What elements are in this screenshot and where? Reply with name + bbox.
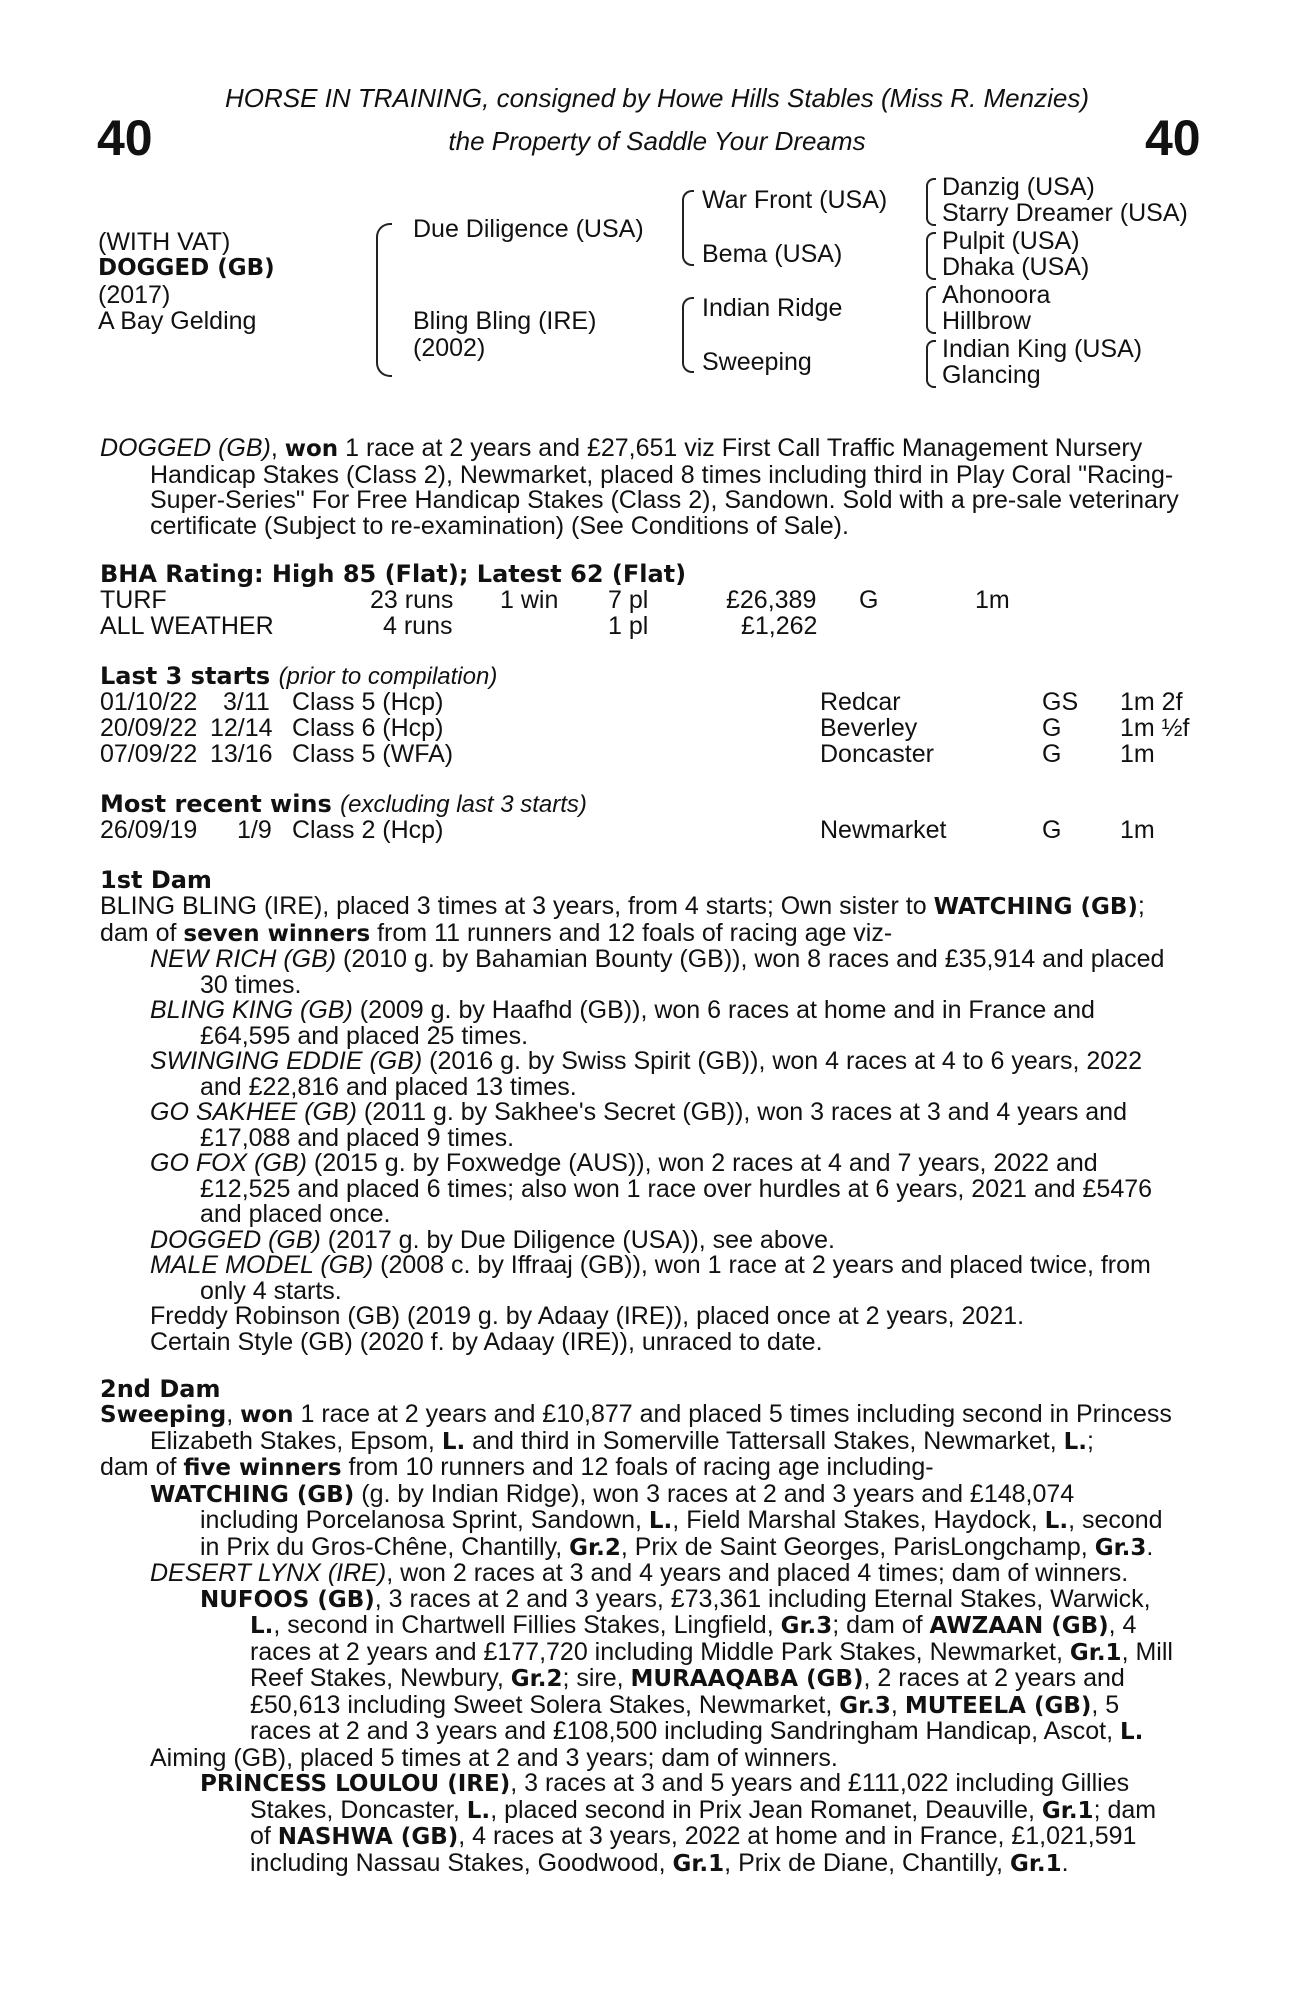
pedigree-brace-g4 (926, 340, 936, 388)
start-going: G (1042, 740, 1062, 768)
progeny-name: DOGGED (GB) (150, 1225, 321, 1254)
group1-badge: Gr.1 (1041, 1797, 1094, 1824)
grandprogeny-record: , (890, 1690, 905, 1719)
start-position: 13/16 (210, 740, 273, 768)
win-going: G (1042, 816, 1062, 844)
progeny-record: (2017 g. by Due Diligence (USA)), see above. (320, 1225, 835, 1254)
start-distance: 1m 2f (1120, 688, 1183, 716)
grandprogeny-record: ; sire, (562, 1664, 631, 1692)
dam1-damof: dam of (100, 918, 184, 947)
win-class: Class 2 (Hcp) (292, 816, 444, 844)
start-date: 20/09/22 (100, 714, 198, 742)
summary-won: won (284, 436, 339, 462)
dam2-won: won (240, 1402, 294, 1428)
rating-earnings: £26,389 (726, 586, 817, 614)
listed-badge: L. (1120, 1719, 1144, 1745)
start-course: Beverley (820, 714, 918, 742)
progeny-record: (2011 g. by Sakhee's Secret (GB)), won 3 races at 3 and 4 years and (356, 1098, 1127, 1126)
summary-line-2: Handicap Stakes (Class 2), Newmarket, placed 8 times including third in Play Coral "Racing- (150, 460, 1174, 489)
listed-badge: L. (441, 1428, 466, 1455)
progeny-record-cont: and placed once. (200, 1200, 391, 1228)
start-class: Class 5 (Hcp) (292, 688, 444, 716)
dam2-record-cont: and third in Somerville Tattersall Stakes, Newmarket, (465, 1426, 1064, 1455)
progeny-record: , won 2 races at 3 and 4 years and placed 4 times; dam of winners. (386, 1559, 1129, 1587)
rating-title: BHA Rating: High 85 (Flat); Latest 62 (Flat) (100, 560, 687, 588)
ancestor-1: Danzig (USA) (942, 173, 1095, 201)
ancestor-6: Hillbrow (942, 307, 1031, 335)
start-going: G (1042, 714, 1062, 742)
progeny-name: WATCHING (GB) (150, 1481, 355, 1508)
dam2-name: Sweeping (100, 1402, 227, 1428)
progeny-entry: Certain Style (GB) (2020 f. by Adaay (IRE)), unraced to date. (150, 1327, 823, 1356)
last3-title (100, 663, 497, 690)
grandprogeny-offspring: NASHWA (GB) (277, 1824, 459, 1850)
progeny-name: DESERT LYNX (IRE) (150, 1559, 387, 1587)
recent-wins-subtitle: (excluding last 3 starts) (340, 791, 587, 818)
listed-badge: L. (250, 1613, 274, 1639)
pedigree-brace-g1 (926, 178, 936, 226)
progeny-record-cont: including Porcelanosa Sprint, Sandown, (200, 1506, 649, 1534)
dam1-sibling: WATCHING (GB) (933, 894, 1138, 920)
group1-badge: Gr.1 (672, 1850, 725, 1877)
horse-description: A Bay Gelding (98, 307, 257, 335)
race-summary: DOGGED (GB), won 1 race at 2 years and £27,651 viz First Call Traffic Management Nursery Handicap Stakes (Class 2), Newmarket, placed 8 times including third in Play Coral "Racing- Super-Series" For Free Handicap Stakes (Class 2), Sandown. Sold with a pre-sale veterinary certificate (Subject to re-examination) (See Conditions of Sale). (100, 436, 1206, 539)
summary-line-4: certificate (Subject to re-examination) (See Conditions of Sale). (150, 511, 849, 540)
grandprogeny-record: , Prix de Diane, Chantilly, (724, 1848, 1010, 1877)
grandprogeny-punct: . (1061, 1848, 1069, 1877)
listed-badge: L. (466, 1797, 491, 1824)
horse-year: (2017) (98, 281, 171, 309)
progeny-record: (2015 g. by Foxwedge (AUS)), won 2 races at 4 and 7 years, 2022 and (306, 1149, 1098, 1177)
rating-surface: TURF (100, 586, 167, 614)
grandprogeny-record: , 3 races at 3 and 5 years and £111,022 including Gillies (510, 1769, 1130, 1797)
summary-line-3: Super-Series" For Free Handicap Stakes (Class 2), Sandown. Sold with a pre-sale veterinary (150, 486, 1179, 514)
progeny-punct: . (1146, 1532, 1154, 1561)
progeny-name: BLING KING (GB) (150, 996, 353, 1024)
grandprogeny-record: races at 2 and 3 years and £108,500 including Sandringham Handicap, Ascot, (250, 1717, 1121, 1745)
group2-badge: Gr.2 (569, 1534, 621, 1561)
grandprogeny-record: , 4 (1108, 1611, 1137, 1639)
win-distance: 1m (1120, 816, 1155, 844)
progeny-record: (g. by Indian Ridge), won 3 races at 2 and 3 years and £148,074 (354, 1479, 1075, 1508)
start-date: 01/10/22 (100, 688, 198, 716)
start-class: Class 6 (Hcp) (292, 714, 444, 742)
progeny-name: GO SAKHEE (GB) (150, 1098, 357, 1126)
grandprogeny-offspring: MURAAQABA (GB) (630, 1666, 864, 1692)
grandprogeny-offspring: AWZAAN (GB) (929, 1613, 1109, 1639)
dam1-intro: BLING BLING (IRE), placed 3 times at 3 years, from 4 starts; Own sister to (100, 892, 934, 920)
consignor-line: HORSE IN TRAINING, consigned by Howe Hills Stables (Miss R. Menzies) (224, 83, 1089, 113)
progeny-record-cont: and £22,816 and placed 13 times. (200, 1072, 577, 1101)
dam2-damof: dam of (100, 1453, 184, 1481)
grandprogeny-record: , second in Chartwell Fillies Stakes, Lingfield, (273, 1611, 781, 1639)
grandprogeny-record: , placed second in Prix Jean Romanet, Deauville, (490, 1795, 1042, 1824)
summary-line-1: 1 race at 2 years and £27,651 viz First Call Traffic Management Nursery (338, 434, 1143, 462)
start-course: Doncaster (820, 740, 934, 768)
recent-wins-title (100, 791, 587, 818)
horse-name: DOGGED (GB) (98, 255, 275, 281)
rating-surface: ALL WEATHER (100, 612, 274, 640)
ancestor-8: Glancing (942, 361, 1041, 389)
win-date: 26/09/19 (100, 816, 198, 844)
group2-badge: Gr.2 (510, 1666, 563, 1692)
pedigree-brace-main (376, 223, 392, 377)
second-dam-title: 2nd Dam (100, 1375, 221, 1403)
dam-year: (2002) (413, 334, 486, 362)
start-position: 3/11 (223, 688, 270, 716)
grandprogeny-name: NUFOOS (GB) (200, 1586, 375, 1613)
grandprogeny-record: Reef Stakes, Newbury, (250, 1664, 511, 1692)
start-class: Class 5 (WFA) (292, 740, 454, 768)
summary-horse-name: DOGGED (GB) (100, 434, 271, 462)
start-distance: 1m (1120, 740, 1155, 768)
grandprogeny-record: Stakes, Doncaster, (250, 1795, 467, 1824)
progeny-record-cont: , Prix de Saint Georges, ParisLongchamp, (620, 1532, 1095, 1561)
grandprogeny-record: , 4 races at 3 years, 2022 at home and in France, £1,021,591 (458, 1822, 1137, 1850)
ancestor-4: Dhaka (USA) (942, 253, 1090, 281)
pedigree-brace-g3 (926, 286, 936, 334)
dam2-winners: five winners (183, 1455, 342, 1481)
win-position: 1/9 (237, 816, 272, 844)
start-distance: 1m ½f (1120, 714, 1190, 742)
ancestor-7: Indian King (USA) (942, 335, 1143, 363)
grandprogeny-record: , 2 races at 2 years and (863, 1664, 1125, 1692)
ancestor-5: Ahonoora (942, 281, 1051, 309)
dam2-sep: , (226, 1400, 241, 1428)
progeny-record-cont: in Prix du Gros-Chêne, Chantilly, (200, 1532, 570, 1561)
grandprogeny-record: , Mill (1121, 1637, 1173, 1666)
pedigree-brace-dam (682, 297, 694, 373)
group1-badge: Gr.1 (1009, 1850, 1062, 1877)
sire: Due Diligence (USA) (413, 215, 644, 243)
listed-badge: L. (1063, 1428, 1088, 1455)
recent-wins-title-text: Most recent wins (100, 790, 332, 818)
lot-number-left: 40 (97, 110, 153, 166)
progeny-record-cont: 30 times. (200, 970, 302, 999)
rating-wins: 1 win (500, 586, 559, 614)
pedigree-brace-g2 (926, 232, 936, 280)
grandprogeny-record: of (250, 1822, 278, 1850)
progeny-name: SWINGING EDDIE (GB) (150, 1047, 423, 1075)
progeny-entry: Freddy Robinson (GB) (2019 g. by Adaay (IRE)), placed once at 2 years, 2021. (150, 1302, 1025, 1330)
rating-runs: 4 runs (383, 612, 453, 640)
lot-number-right: 40 (1145, 110, 1201, 166)
grandprogeny-name: PRINCESS LOULOU (IRE) (200, 1771, 511, 1797)
sire-sire: War Front (USA) (702, 186, 888, 214)
group3-badge: Gr.3 (1094, 1534, 1147, 1561)
rating-going: G (859, 586, 879, 614)
dam2-record-cont: Elizabeth Stakes, Epsom, (150, 1426, 442, 1455)
progeny-record: (2016 g. by Swiss Spirit (GB)), won 4 races at 4 to 6 years, 2022 (422, 1047, 1142, 1075)
rating-placed: 7 pl (608, 586, 649, 614)
grandprogeny-record: ; dam of (832, 1611, 930, 1639)
property-line: the Property of Saddle Your Dreams (448, 126, 866, 156)
progeny-name: NEW RICH (GB) (150, 945, 337, 973)
progeny-record-cont: , second (1068, 1506, 1163, 1534)
dam1-runners: from 11 runners and 12 foals of racing age viz- (370, 918, 893, 947)
progeny-record: (2009 g. by Haafhd (GB)), won 6 races at home and in France and (352, 996, 1095, 1024)
start-date: 07/09/22 (100, 740, 198, 768)
progeny-name: GO FOX (GB) (150, 1149, 307, 1177)
progeny-entry: Aiming (GB), placed 5 times at 2 and 3 years; dam of winners. (150, 1743, 838, 1772)
group1-badge: Gr.1 (1069, 1639, 1122, 1666)
progeny-record: (2008 c. by Iffraaj (GB)), won 1 race at 2 years and placed twice, from (373, 1251, 1151, 1279)
grandprogeny-offspring: MUTEELA (GB) (904, 1692, 1092, 1719)
last3-subtitle: (prior to compilation) (278, 663, 498, 690)
start-position: 12/14 (210, 714, 273, 742)
progeny-record-cont: only 4 starts. (200, 1276, 342, 1305)
dam1-winners: seven winners (183, 920, 371, 947)
first-dam-section (100, 894, 1206, 1355)
pedigree-brace-sire (682, 190, 694, 266)
grandprogeny-record: , 3 races at 2 and 3 years, £73,361 including Eternal Stakes, Warwick, (374, 1584, 1151, 1613)
group3-badge: Gr.3 (839, 1692, 891, 1719)
sire-dam: Bema (USA) (702, 240, 843, 268)
start-course: Redcar (820, 688, 901, 716)
dam2-punct: ; (1087, 1426, 1094, 1455)
progeny-record-cont: £64,595 and placed 25 times. (200, 1021, 529, 1050)
listed-badge: L. (1044, 1508, 1069, 1534)
vat-label: (WITH VAT) (98, 228, 231, 256)
listed-badge: L. (648, 1508, 673, 1534)
rating-earnings: £1,262 (741, 612, 818, 640)
last3-title-text: Last 3 starts (100, 662, 271, 690)
ancestor-3: Pulpit (USA) (942, 227, 1080, 255)
dam-dam: Sweeping (702, 348, 812, 376)
ancestor-2: Starry Dreamer (USA) (942, 199, 1188, 227)
win-course: Newmarket (820, 816, 947, 844)
rating-distance: 1m (975, 586, 1010, 614)
grandprogeny-record: , 5 (1091, 1690, 1120, 1719)
progeny-record: (2010 g. by Bahamian Bounty (GB)), won 8 races and £35,914 and placed (336, 945, 1165, 973)
group3-badge: Gr.3 (780, 1613, 833, 1639)
progeny-record-cont: , Field Marshal Stakes, Haydock, (672, 1506, 1045, 1534)
second-dam-section (100, 1402, 1206, 1877)
grandprogeny-record: including Nassau Stakes, Goodwood, (250, 1848, 673, 1877)
dam1-punct: ; (1137, 892, 1145, 920)
grandprogeny-record: ; dam (1093, 1795, 1157, 1824)
progeny-record-cont: £17,088 and placed 9 times. (200, 1123, 515, 1152)
grandprogeny-record: £50,613 including Sweet Solera Stakes, Newmarket, (250, 1690, 840, 1719)
start-going: GS (1042, 688, 1079, 716)
dam2-record: 1 race at 2 years and £10,877 and placed 5 times including second in Princess (293, 1400, 1172, 1428)
first-dam-title: 1st Dam (100, 866, 212, 894)
rating-runs: 23 runs (370, 586, 454, 614)
dam2-runners: from 10 runners and 12 foals of racing age including- (341, 1453, 934, 1481)
dam-sire: Indian Ridge (702, 294, 843, 322)
rating-placed: 1 pl (608, 612, 649, 640)
progeny-record-cont: £12,525 and placed 6 times; also won 1 race over hurdles at 6 years, 2021 and £5476 (200, 1174, 1153, 1203)
progeny-name: MALE MODEL (GB) (150, 1251, 374, 1279)
dam: Bling Bling (IRE) (413, 307, 597, 335)
grandprogeny-record: races at 2 years and £177,720 including Middle Park Stakes, Newmarket, (250, 1637, 1070, 1666)
